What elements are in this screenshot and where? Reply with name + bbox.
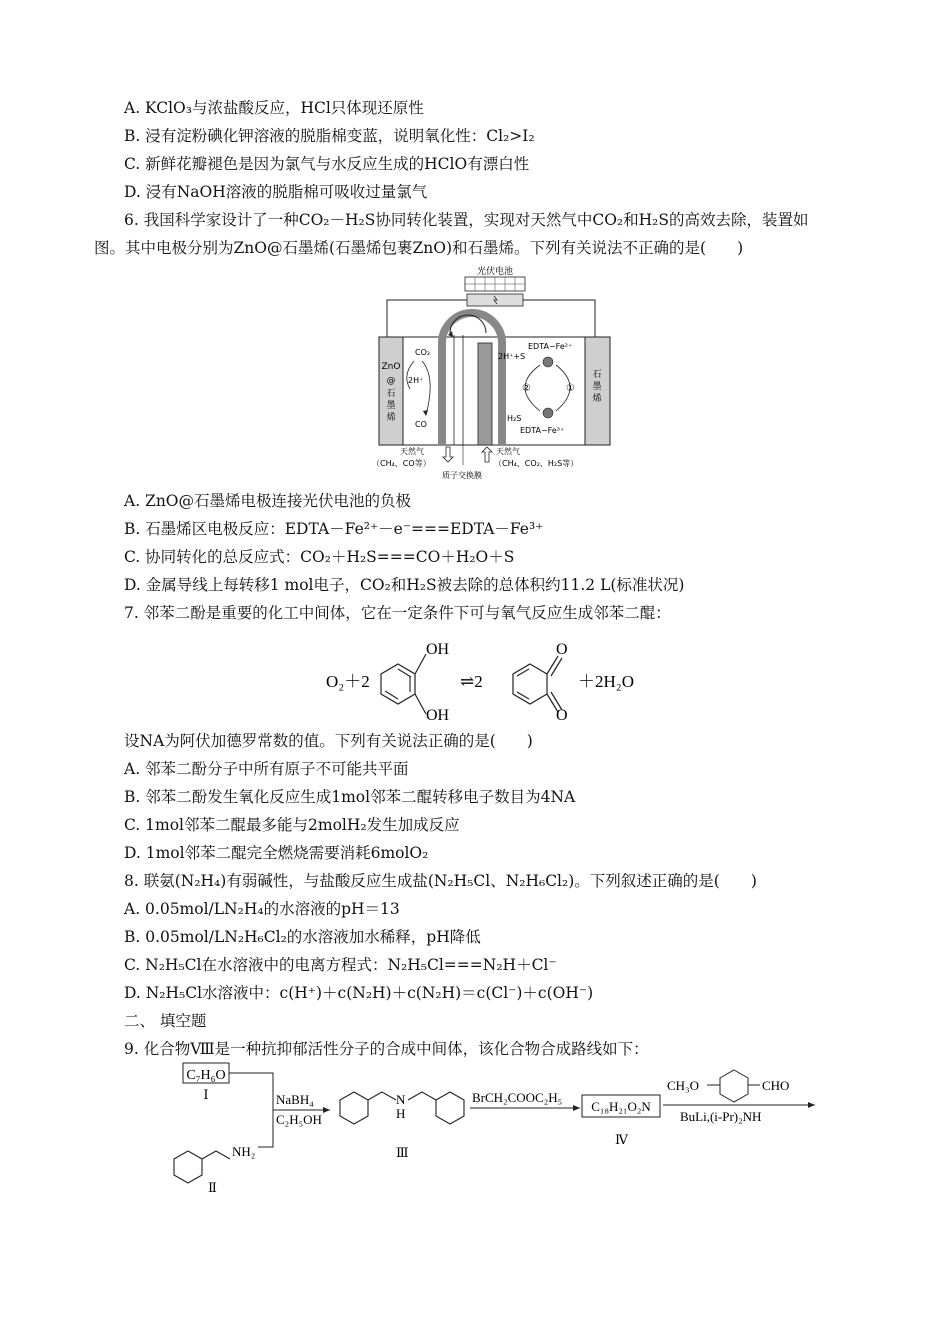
svg-text:烯: 烯 <box>592 394 602 404</box>
svg-text:NH₂: NH₂ <box>232 1144 256 1159</box>
question-7-sub-stem: 设NA为阿伏加德罗常数的值。下列有关说法正确的是( ) <box>124 732 533 750</box>
question-9-stem: 9. 化合物Ⅷ是一种抗抑郁活性分子的合成中间体，该化合物合成路线如下： <box>124 1040 649 1058</box>
svg-text:CH₃O: CH₃O <box>667 1078 699 1093</box>
q7-option-b: B. 邻苯二酚发生氧化反应生成1mol邻苯二醌转移电子数目为4NA <box>124 788 576 806</box>
svg-text:Ⅲ: Ⅲ <box>396 1145 409 1160</box>
q6-option-b: B. 石墨烯区电极反应：EDTA－Fe²⁺－e⁻===EDTA－Fe³⁺ <box>124 520 544 538</box>
question-6-stem-1: 6. 我国科学家设计了一种CO₂－H₂S协同转化装置，实现对天然气中CO₂和H₂S的高效去除，装置如 <box>124 211 809 229</box>
svg-text:Ⅰ: Ⅰ <box>203 1087 209 1102</box>
svg-text:Ⅳ: Ⅳ <box>615 1132 628 1147</box>
electrolysis-device-diagram <box>370 265 620 485</box>
svg-text:O₂＋2: O₂＋2 <box>326 672 370 691</box>
svg-text:墨: 墨 <box>386 401 396 411</box>
svg-text:EDTA−Fe³⁺: EDTA−Fe³⁺ <box>520 426 565 435</box>
q7-option-c: C. 1mol邻苯二醌最多能与2molH₂发生加成反应 <box>124 816 460 834</box>
q7-option-d: D. 1mol邻苯二醌完全燃烧需要消耗6molO₂ <box>124 844 429 862</box>
svg-text:（CH₄、CO₂、H₂S等）: （CH₄、CO₂、H₂S等） <box>494 459 579 468</box>
q7-option-a: A. 邻苯二酚分子中所有原子不可能共平面 <box>124 760 409 778</box>
option-d-naoh: D. 浸有NaOH溶液的脱脂棉可吸收过量氯气 <box>124 183 428 201</box>
q8-option-d: D. N₂H₅Cl水溶液中：c(H⁺)＋c(N₂H)＋c(N₂H)＝c(Cl⁻)＋c(OH⁻) <box>124 984 594 1002</box>
synthesis-route-diagram <box>160 1058 820 1208</box>
svg-text:NaBH₄: NaBH₄ <box>276 1092 314 1107</box>
svg-text:O: O <box>556 641 568 658</box>
compound-iii-ring-right <box>436 1092 464 1124</box>
svg-text:石: 石 <box>592 370 602 380</box>
svg-text:（CH₄、CO等）: （CH₄、CO等） <box>372 459 431 468</box>
question-6-stem-2: 图。其中电极分别为ZnO@石墨烯(石墨烯包裹ZnO)和石墨烯。下列有关说法不正确的是( ) <box>94 239 744 257</box>
svg-text:2H⁺: 2H⁺ <box>408 376 424 385</box>
svg-text:①: ① <box>566 383 575 394</box>
proton-exchange-membrane <box>478 343 492 445</box>
q8-option-b: B. 0.05mol/LN₂H₆Cl₂的水溶液加水稀释，pH降低 <box>124 928 481 946</box>
svg-text:OH: OH <box>426 707 450 724</box>
svg-text:CHO: CHO <box>762 1078 790 1093</box>
quinone-ring <box>513 664 547 704</box>
svg-text:O: O <box>556 707 568 724</box>
anisaldehyde-ring <box>720 1070 748 1102</box>
section-2-heading: 二、 填空题 <box>124 1012 207 1030</box>
compound-ii-ring <box>174 1151 202 1183</box>
svg-text:C₁₈H₂₁O₂N: C₁₈H₂₁O₂N <box>591 1099 651 1114</box>
q6-option-d: D. 金属导线上每转移1 mol电子，CO₂和H₂S被去除的总体积约11.2 L(标准状况) <box>124 576 685 594</box>
svg-text:H: H <box>396 1106 406 1121</box>
svg-text:C₇H₆O: C₇H₆O <box>186 1068 226 1083</box>
option-a-kclo3: A. KClO₃与浓盐酸反应，HCl只体现还原性 <box>124 99 424 117</box>
svg-text:2H⁺+S: 2H⁺+S <box>498 352 526 361</box>
svg-text:H₂S: H₂S <box>507 414 522 423</box>
svg-text:@: @ <box>386 376 396 386</box>
svg-text:②: ② <box>522 383 531 394</box>
option-b-starch: B. 浸有淀粉碘化钾溶液的脱脂棉变蓝，说明氧化性：Cl₂>I₂ <box>124 127 535 145</box>
svg-text:石: 石 <box>386 389 396 399</box>
catechol-oxidation-equation <box>320 636 660 726</box>
compound-iii-ring-left <box>340 1092 368 1124</box>
q6-option-c: C. 协同转化的总反应式：CO₂＋H₂S===CO＋H₂O＋S <box>124 548 515 566</box>
svg-text:CO: CO <box>415 420 427 429</box>
svg-text:CO₂: CO₂ <box>415 348 431 357</box>
svg-text:⇌2: ⇌2 <box>460 672 483 691</box>
svg-text:BrCH₂COOC₂H₅: BrCH₂COOC₂H₅ <box>472 1090 563 1105</box>
svg-text:＋2H₂O: ＋2H₂O <box>578 672 634 691</box>
svg-text:Ⅱ: Ⅱ <box>208 1180 217 1195</box>
solar-label: 光伏电池 <box>476 267 514 277</box>
svg-text:C₂H₅OH: C₂H₅OH <box>276 1112 322 1127</box>
svg-text:烯: 烯 <box>386 413 396 423</box>
svg-text:质子交换膜: 质子交换膜 <box>442 471 482 480</box>
svg-text:ZnO: ZnO <box>381 362 401 372</box>
svg-text:EDTA−Fe²⁺: EDTA−Fe²⁺ <box>528 342 573 351</box>
option-c-petal: C. 新鲜花瓣褪色是因为氯气与水反应生成的HClO有漂白性 <box>124 155 530 173</box>
svg-text:墨: 墨 <box>592 382 602 392</box>
q8-option-c: C. N₂H₅Cl在水溶液中的电离方程式：N₂H₅Cl===N₂H＋Cl⁻ <box>124 956 557 974</box>
svg-text:天然气: 天然气 <box>496 447 520 456</box>
q6-option-a: A. ZnO@石墨烯电极连接光伏电池的负极 <box>124 492 412 510</box>
svg-text:N: N <box>396 1092 406 1107</box>
question-7-stem: 7. 邻苯二酚是重要的化工中间体，它在一定条件下可与氧气反应生成邻苯二醌： <box>124 604 671 622</box>
q8-option-a: A. 0.05mol/LN₂H₄的水溶液的pH＝13 <box>124 900 400 918</box>
svg-text:OH: OH <box>426 641 450 658</box>
svg-text:天然气: 天然气 <box>400 447 424 456</box>
svg-text:BuLi,(i-Pr)₂NH: BuLi,(i-Pr)₂NH <box>680 1109 762 1124</box>
question-8-stem: 8. 联氨(N₂H₄)有弱碱性，与盐酸反应生成盐(N₂H₅Cl、N₂H₆Cl₂)。下列叙述正确的是( ) <box>124 872 757 890</box>
